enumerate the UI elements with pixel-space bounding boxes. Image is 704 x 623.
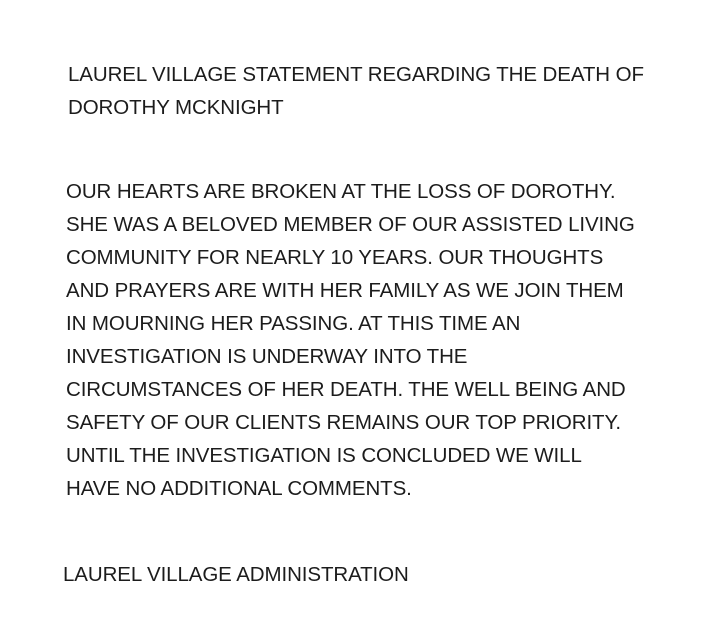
statement-body-line-7: CIRCUMSTANCES OF HER DEATH. THE WELL BEING AND: [66, 378, 626, 401]
statement-body-line-3: COMMUNITY FOR NEARLY 10 YEARS. OUR THOUGHTS: [66, 246, 604, 269]
statement-signature: LAUREL VILLAGE ADMINISTRATION: [63, 563, 409, 586]
statement-title-line-1: LAUREL VILLAGE STATEMENT REGARDING THE DEATH OF: [68, 63, 644, 86]
statement-body-line-9: UNTIL THE INVESTIGATION IS CONCLUDED WE WILL: [66, 444, 582, 467]
statement-body-line-4: AND PRAYERS ARE WITH HER FAMILY AS WE JOIN THEM: [66, 279, 624, 302]
statement-body-line-8: SAFETY OF OUR CLIENTS REMAINS OUR TOP PRIORITY.: [66, 411, 621, 434]
statement-body-line-5: IN MOURNING HER PASSING. AT THIS TIME AN: [66, 312, 521, 335]
statement-title-line-2: DOROTHY MCKNIGHT: [68, 96, 284, 119]
statement-body-line-2: SHE WAS A BELOVED MEMBER OF OUR ASSISTED LIVING: [66, 213, 635, 236]
statement-body-line-6: INVESTIGATION IS UNDERWAY INTO THE: [66, 345, 468, 368]
statement-body-line-10: HAVE NO ADDITIONAL COMMENTS.: [66, 477, 412, 500]
statement-body-line-1: OUR HEARTS ARE BROKEN AT THE LOSS OF DOROTHY.: [66, 180, 616, 203]
